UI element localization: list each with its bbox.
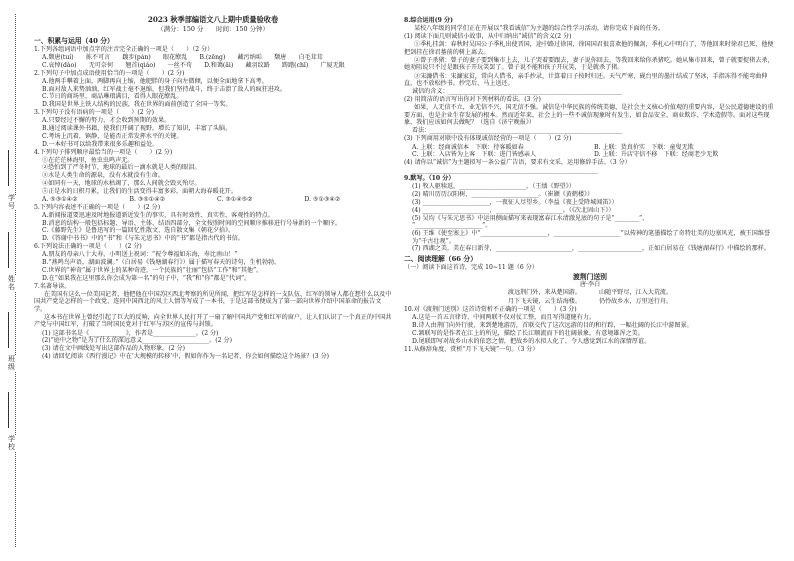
question-stem: 3.下列句子没有语病的一项是（ ）(2 分) [34,109,154,117]
section-heading: 二、阅读理解（66 分） [404,254,477,263]
material: 如果，人无信不立，业无信不兴，国无信不强。诚信是中华民族的传统美德，是社会主义核心价值观的重要内容，是公民道德建设的重要方面，也是企业生存发展的根本。然而近年来，社会上的一些不诚信现象时有发生，如食品安全、商业欺诈、学术造假等。面对这些现象，我们应该如何去做呢？（选自《济宁晚报》） [404,104,774,127]
poem-line-row [404,298,776,305]
dictation-line: (5) 吴均《与朱元思书》中运用侧面描写来表现富春江水清澈见底的句子是“________”， [412,214,649,222]
sub-question: (2)“庭中之物”是为了什么的深远意义______________________。(2 分) [42,337,232,345]
question-5 [34,204,392,243]
option-c: C. 上联：入店皆为上客 下联：进门皆感亲人 [412,151,537,159]
binding-margin [2,0,28,561]
option-a: A.他两手攀着上面，两脚再向上缩，他肥胖的身子向左微倾，以便全面地拿下高考。 [42,77,268,85]
poem-author: 唐·李白 [579,280,601,288]
question-7 [34,283,392,361]
poem-line-row [404,289,776,296]
question-stem: 1.下列各组词语中加点字的注音完全正确的一项是（ ）（2 分） [34,45,214,53]
dictation-line: (2) 晴川历历汉阳树，______________________。（崔颢《黄鹤楼》） [412,191,594,199]
reading-paragraph: 这本书在世界上曾经引起了巨大的反响，向全世界人民打开了一扇了解中国共产党和红军的窗户，让人们认识了一个真正的中国共产党与中国红军，打破了当时国民党对于红军与苏区的宣传与封锁。 [34,313,392,329]
story: ①季札挂剑：春秋时吴国公子季札出使晋国，途中路过徐国，徐国国君很喜欢他的佩剑，季札心中明白了，等他回来时徐君已死，他便把剑挂在徐君墓前的树上离去。 [404,41,774,56]
answer-line: 诚信的含义：_________________________________________________________ [412,88,623,96]
option-c: C.考场上沉着，镇静，是能否正常发挥水平的关键。 [42,132,183,140]
binding-blank [8,312,9,348]
option-b: B.通过阅读课外书籍，使我们开阔了视野，增长了知识，丰富了头脑。 [42,125,232,133]
question-4 [34,149,392,204]
story: ②曾子杀猪：曾子的妻子要到集市上去，儿子哭着要跟去，妻子说你回去，等我回来给你杀猪吃。她从集市回来，曾子就要捉猪去杀，她劝阻说只不过是跟孩子开玩笑罢了。曾子说不能和孩子开玩笑，于是就杀了猪。 [404,56,774,72]
poem-line: 仍怜故乡水，万里送行舟。 [599,297,673,305]
option-b: B.消息的结构一般包括标题、导语、主体、结语四部分，全文按照时间的空间顺序推移进行号导新的一个顺序。 [42,219,341,227]
poem-line: 月下飞天镜，云生结海楼。 [507,297,581,305]
intro-text: 某校八年级的同学们正在开展以“我看诚信”为主题的综合性学习活动，请你完成下面的任务。 [414,24,664,32]
sub-question: (1) 这部书名是《____________》，作者是______________。(2 分) [42,329,219,337]
question-stem: 4.下列句子排列顺序最恰当的一项是（ ）(2 分) [34,148,173,156]
binding-blank [8,150,9,186]
binding-blank [8,392,9,428]
option-d: D. 上联：升店守信不移 下联：经商老少无欺 [594,151,719,159]
poem-line: 渡远荆门外，来从楚国游。 [507,289,581,297]
dictation-line: “______________________”。 [412,222,492,230]
dictation-line: (7) 西湖之美，美在春日新芽，_________________________，_____________________，正如白居易在《钱塘湖春行》中描绘的那样。 [412,245,770,253]
question-stem: 7.名著导读。 [34,282,71,290]
binding-blank [8,232,9,268]
option-c: C. ③①④⑤② [217,195,253,203]
question-stem: 6.下列说法正确的一项是（ ）(2 分) [34,243,142,251]
right-column [404,16,776,354]
reading-paragraph: 在美国有这么一位美国记者，他把他在中国苏区西北考察的所见所闻，把红军是怎样的一支队伍、红军的领导人都在想什么以及中国共产党是怎样的一个政党，连同中国西北的风土人情等写成了一本书，于是这部书便成为了第一部向世界介绍中国革命的报告文学。 [34,290,392,313]
question-2 [34,70,392,109]
question-3 [34,109,392,148]
task: (2) 用简洁的语言写出你对下列材料的看法。(3 分) [404,96,541,104]
sentence: ⑤正是水的日积月累，让我们的生活变得丰富多彩，面朝大海春暖花开。 [42,187,237,195]
option-a: A. 上联：经商诚信本 下联：待客暖如春 [412,143,524,151]
story: ③宋濂借书：宋濂家贫，常向人借书，亲手抄录，计算着日子按时归还。天气严寒，砚台里的墨汁结成了坚冰，手指冻得不能弯曲伸直，也不放松抄书。抄完后，马上送还。 [404,72,768,87]
question-8 [404,17,776,175]
option-a: A. ⑤③①④② [42,195,78,203]
option-b: B.诗人由荆门向外行驶，来到楚地游历，首联交代了这次远游的目的和行踪，一幅壮阔的长江中游图景。 [412,321,693,329]
option-d: D. ⑤①③④② [304,195,341,203]
sub-question: (3) 请在文中画线处写出这部作品的人物形象。(2 分) [42,345,186,353]
dictation-line: (6) 王维《使至塞上》中“______________________，______________________”以传神的笔墨描绘了奇特壮美的边塞风光，被王国维誉为“千古壮观”。 [412,230,771,245]
option-b: B. 上联：货真价实 下联：童叟无欺 [594,143,694,151]
dictation-line: (4) ______________________，______________________。（《次北固山下》） [412,206,615,214]
exam-subtitle: （满分：150 分 时间：150 分钟） [157,24,269,33]
option-d: D.《答谢中书书》中的“书”和《与朱元思书》中的“书”都是指古代的书信。 [42,235,244,243]
task: (4) 请你以“诚信”为主题拟写一条公益广告语，要求有文采，运用修辞手法。（3 分） [404,159,631,167]
option-row [412,151,776,158]
question-9 [404,175,776,253]
option-a: A.只要经过不懈的努力，才会收到预期的效果。 [42,117,171,125]
poem-title: 渡荆门送别 [573,272,607,281]
section-heading: 一、积累与运用（40 分） [34,36,114,45]
binding-label-school: 学校 [8,435,15,451]
option-c: C.《藤野先生》是鲁迅写的一篇回忆性散文，选自散文集《朝花夕拾》。 [42,227,235,235]
sentence: ①在茫茫林海里，鱼虫虫鸣声无。 [42,156,134,164]
option-d: D.我国是世界上铁人结构的民族，我在世界的面前创造了全国一等奖。 [42,101,232,109]
question-stem: 11.从修辞角度，赏析“月下飞天镜”一句。（3 分） [404,345,539,353]
option-a: A.这是一首五言律诗，中间两联不仅对仗工整，而且写得道健有力。 [412,314,596,322]
option-row [412,144,776,151]
option-d: D.在“如果我在这里那么你会成为第一名”的句子中，“我”和“你”都是“代词”。 [42,274,251,282]
option-c: C.世界的“神奇”属于世界上的某种奇迹，一个民族的“壮丽”包括“工作”和“其他”。 [42,266,263,274]
left-column [34,16,392,361]
poem-line: 山随平野尽，江入大荒流。 [599,289,673,297]
sentence: ④如同有一天，地球的水枯竭了，那么人间就会毁灭殆尽。 [42,180,201,188]
dictation-line: (1) 牧人驱犊返，______________________。（王绩《野望》） [412,183,575,191]
option-d: D.一本好书可以给我带来很多乐趣和益处。 [42,140,159,148]
option-b: B.“燕鸣鸟声语，湖面波澜。”（白居易《钱塘湖春行》）属于描写春天的诗句，生机勃勃。 [42,259,281,267]
option-a: A.朋友的母亲八十大寿，小明送上祝词：“祝令尊福如东海，寿比南山！” [42,251,238,259]
answer-line: _____________________________________________________________ [412,167,598,175]
option-b: B.面对敌人来势汹汹，红军战士毫不退缩，但我们坚持战斗，终于击溃了敌人的疯狂进攻。 [42,85,287,93]
question-stem: 8.综合运用(9 分) [404,16,453,24]
option-c: C.颔联写的是作者在江上的所见，描绘了长江顺流而下的壮阔景象，有意境雄浑之美。 [412,329,644,337]
sub-question: (4) 请回忆阅读《西行漫记》中在‘大规模的转移’中，假如你作为一名记者，你会如何描绘这个场景？(3 分) [42,353,330,361]
question-10 [404,306,776,345]
binding-label-class: 班级 [8,355,15,371]
option-d: D.尾联即写对故乡山水的依恋之情，把故乡的水拟人化了，令人感觉到江水的深情厚谊。 [412,337,651,345]
question-1 [34,46,392,69]
poem-block [404,273,776,306]
binding-label-name: 姓名 [8,275,15,291]
subsection-heading: （一）阅读下面这首诗，完成 10~11 题（6 分） [404,264,538,272]
question-stem: 2.下列句子中加点成语使用恰当的一项是（ ）(2 分) [34,69,185,77]
option-row: A.颓唐(tuí) 拣不可言 踱步(pán) 眼花缭乱 B.(zēng) 藏污纳垢 颓唐 白毛茸茸 [42,53,323,61]
option-row: C.哀悼(dào) 无可奈何 翘首(qiáo) 一丝不苟 D.和蔼(ǎi) 藏羽纹路 踌躇(chī) 广厦无限 [42,61,345,69]
question-stem: 5.下列内容表述不正确的一项是（ ）(2 分) [34,203,161,211]
option-row [42,196,392,203]
option-b: B. ③⑤①④② [129,195,166,203]
task: (1) 阅读下面几则诚信小故事，从中归纳出“诚信”的含义(2 分) [404,33,572,41]
option-c: C.节日的商场里，商品琳琅满目，看得人眼花缭乱。 [42,93,183,101]
option-a: A.新闻报道要迅速及时地报道新近发生的事实，具有时效性、真实性、客观性的特点。 [42,211,274,219]
question-stem: 10.对《渡荆门送别》这首诗赏析不正确的一项是（ ）(3 分) [404,306,577,314]
question-stem: 9.默写。（10 分） [404,175,455,183]
sentence: ②恐怕到了严冬时节，地球的最后一滴水就是人类的眼泪。 [42,164,201,172]
dictation-line: (3) ______________________，一夜征人尽望乡。（李益《夜上受降城闻笛》） [412,199,618,206]
task: (3) 下列商用对联中没有体现诚信经营的一项是（ ）(2 分) [404,135,572,143]
sentence: ③水是人类生命的源泉，没有水就没有生命。 [42,172,164,180]
exam-title: 2023 秋季部编语文八上期中质量验收卷 [147,15,279,24]
question-11 [404,346,776,353]
binding-label-student-id: 学号 [8,194,15,210]
answer-line: 看法：_______________________________________________________________ [412,127,623,135]
question-6 [34,243,392,282]
